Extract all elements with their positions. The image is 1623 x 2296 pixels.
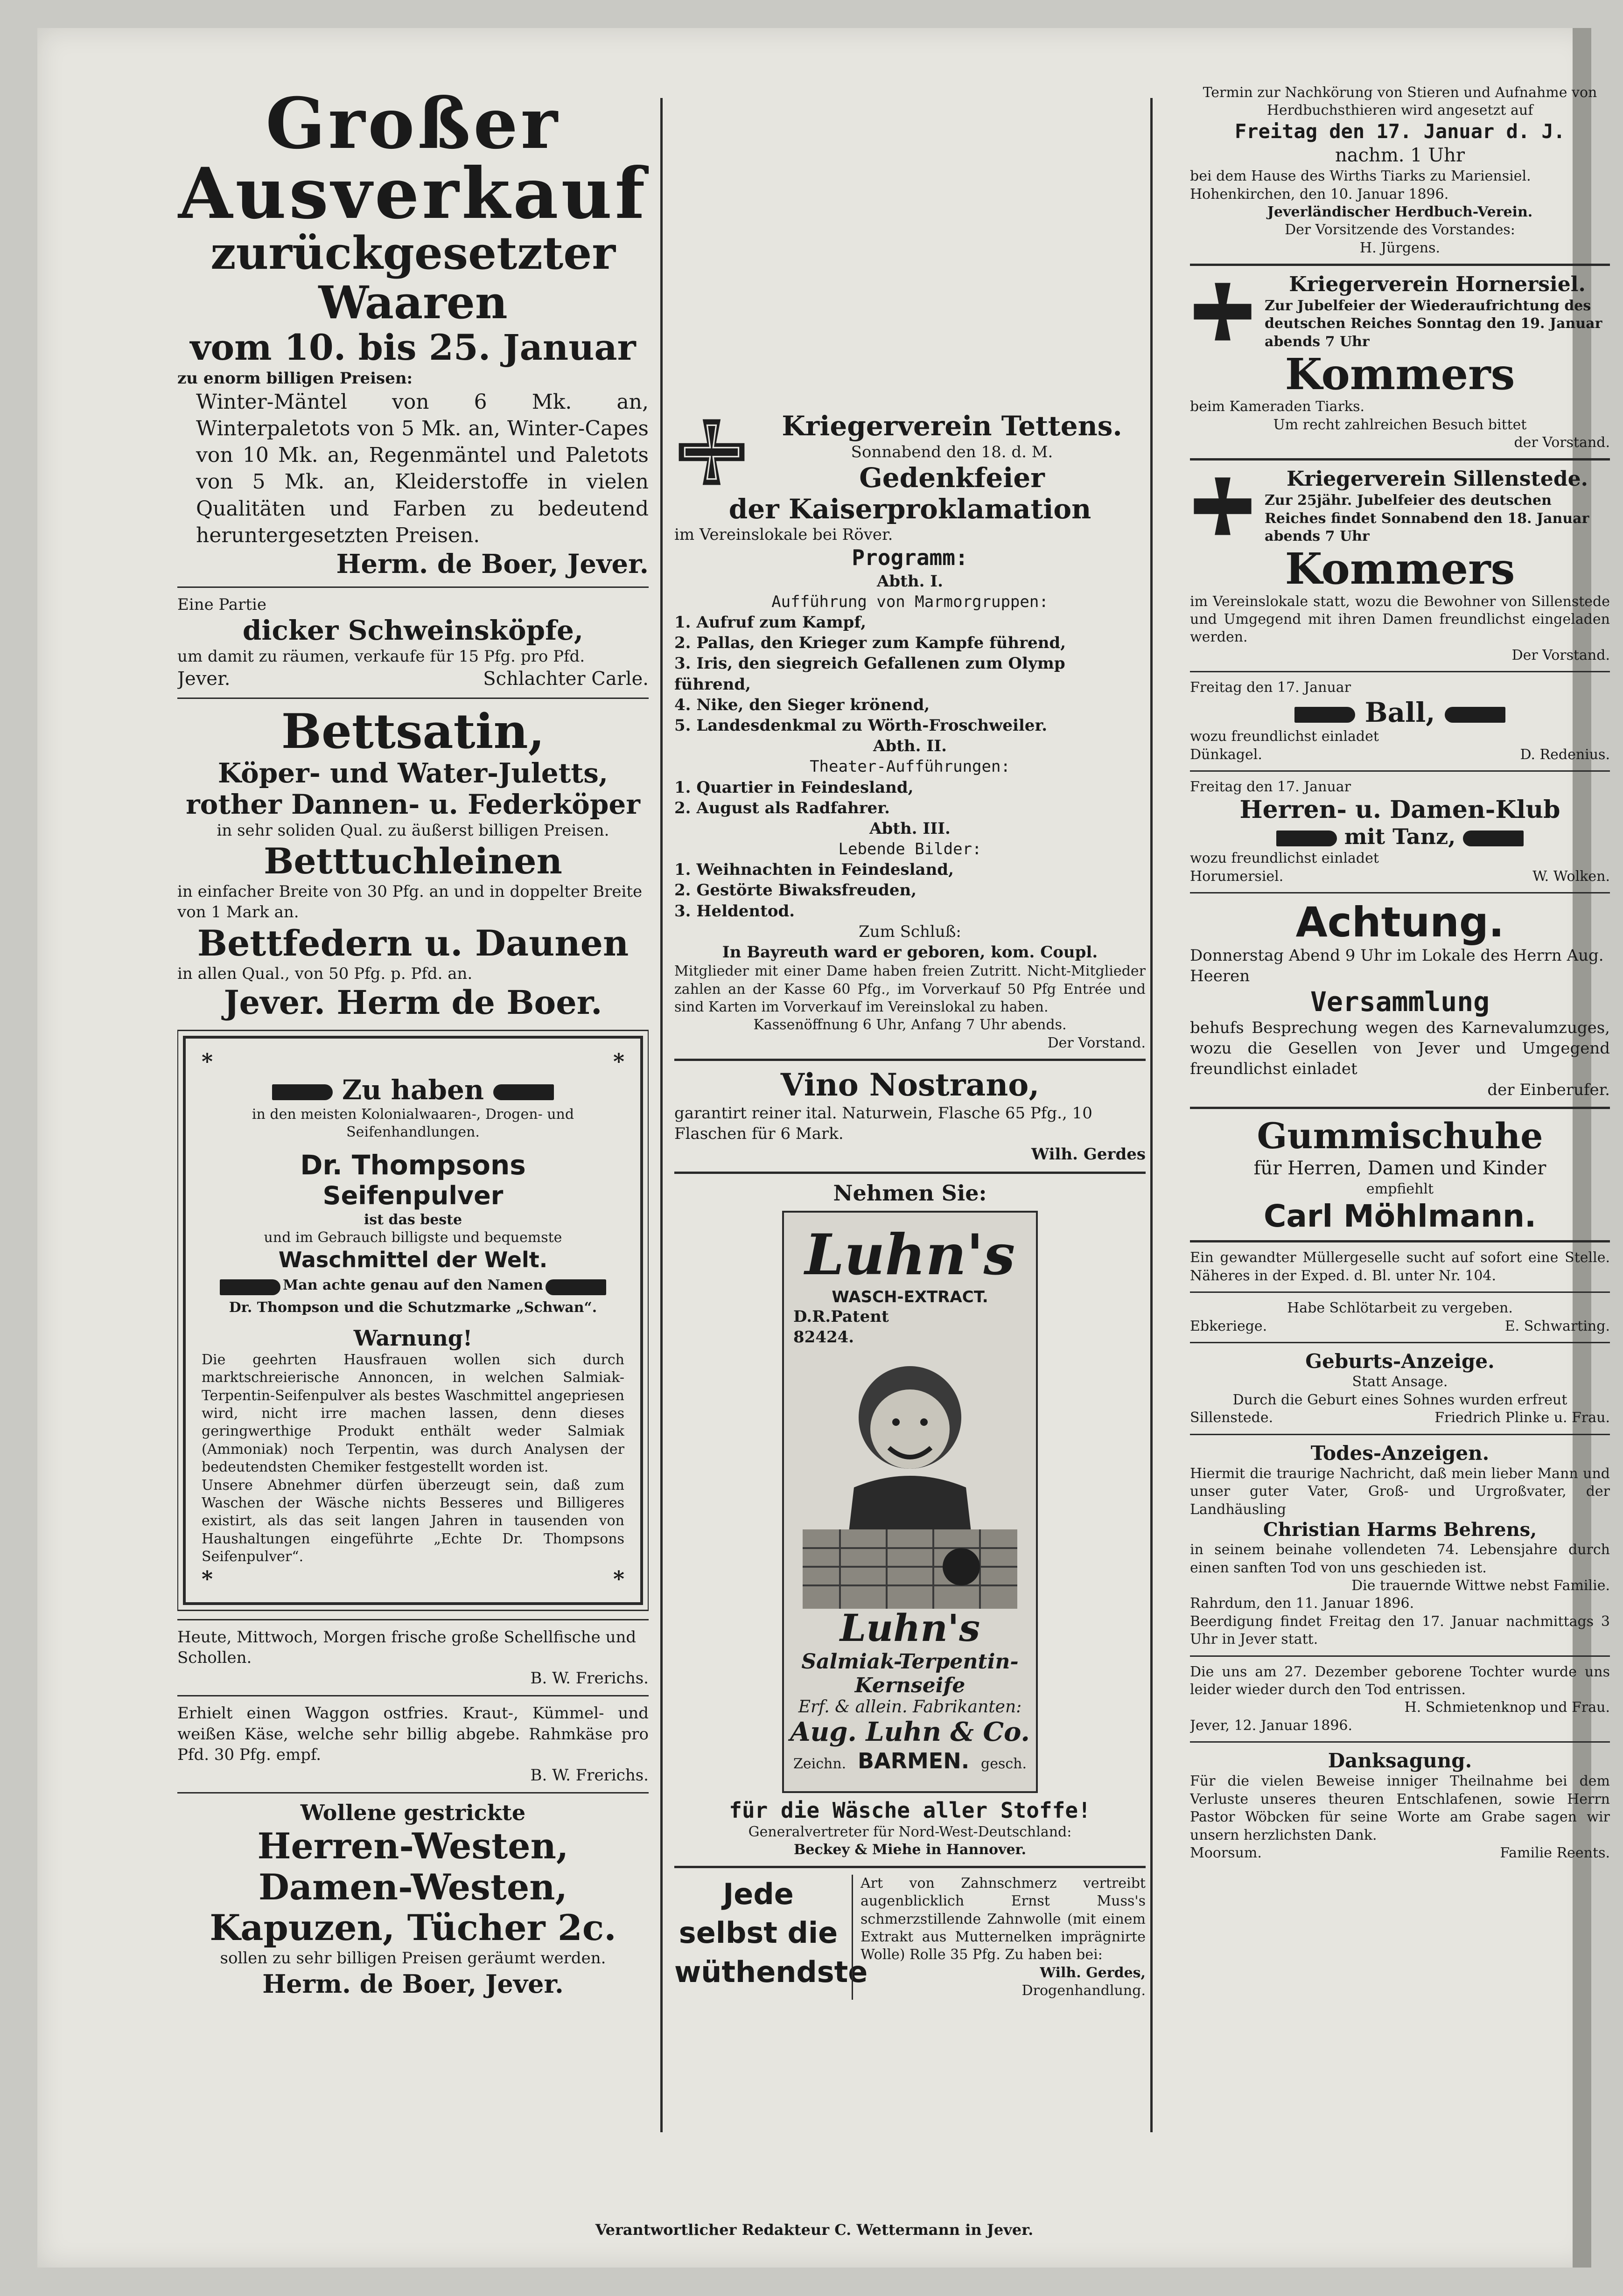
ad-line: wozu freundlichst einladet: [1190, 728, 1379, 745]
ad-body: Die geehrten Hausfrauen wollen sich durch marktschreierische Annoncen, in welchen Salmiak-Terpentin-Seifenpulver als bestes Waschmittel angepriesen wird, nicht irre machen lassen, denn dieses geringwerthige Produkt enthält weder Salmiak (Ammoniak) noch Terpentin, was durch Analysen der bedeutendsten Chemiker festgestellt worden ist.: [202, 1351, 624, 1476]
ad-heading: Seifenpulver: [322, 1181, 504, 1211]
ad-body: Winter-Mäntel von 6 Mk. an, Winterpaletots von 5 Mk. an, Winter-Capes von 10 Mk. an, Regenmäntel und Paletots von 5 Mk. an, Kleiderstoffe in vielen Qualitäten und Farben zu bedeutend heruntergesetzten Preisen.: [196, 390, 649, 547]
ad-line: für Herren, Damen und Kinder: [1253, 1158, 1546, 1179]
illustration-text: D.R.Patent 82424.: [793, 1307, 889, 1347]
ad-heading: Kapuzen, Tücher 2c.: [210, 1907, 616, 1949]
list-item: 4. Nike, den Sieger krönend,: [674, 695, 930, 714]
chimney-sweep-icon: [784, 1347, 1036, 1609]
ad-schlotarbeit: [1190, 1299, 1610, 1335]
ad-heading: Jede selbst die wüthendste: [674, 1877, 868, 1989]
ad-place: Dünkagel.: [1190, 746, 1262, 763]
illustration-text: gesch.: [980, 1756, 1027, 1773]
list-item: 2. Pallas, den Krieger zum Kampfe führend,: [674, 634, 1066, 653]
ad-line: Generalvertreter für Nord-West-Deutschland:: [748, 1823, 1072, 1840]
ad-line: bei dem Hause des Wirths Tiarks zu Mariensiel.: [1190, 168, 1531, 185]
ad-heading: dicker Schweinsköpfe,: [242, 614, 584, 647]
ad-place: Jever.: [177, 668, 231, 690]
ad-vino: [674, 1068, 1146, 1165]
ad-ball: [1190, 679, 1610, 764]
luhn-advert-illustration: [782, 1211, 1038, 1793]
ad-line: Der Vorsitzende des Vorstandes:: [1285, 222, 1515, 238]
ad-signature: Der Vorstand.: [1047, 1034, 1146, 1051]
illustration-text: Salmiak-Terpentin-Kernseife: [801, 1650, 1019, 1698]
imprint-footer: Verantwortlicher Redakteur C. Wettermann in Jever.: [595, 2221, 1034, 2239]
ad-body: Termin zur Nachkörung von Stieren und Aufnahme von Herdbuchsthieren wird angesetzt auf: [1203, 84, 1597, 119]
ad-signature: Wilh. Gerdes,: [1040, 1964, 1146, 1981]
pointing-hand-icon: [1463, 830, 1524, 846]
iron-cross-icon: [674, 415, 749, 489]
ad-heading: Gedenkfeier: [859, 461, 1045, 494]
ad-signature: Friedrich Plinke u. Frau.: [1434, 1410, 1610, 1426]
ad-subtitle: zurückgesetzter Waaren: [210, 227, 616, 329]
list-item: 5. Landesdenkmal zu Wörth-Froschweiler.: [674, 716, 1048, 735]
ad-schweinskoepfe: [177, 594, 649, 691]
pointing-hand-icon: [546, 1279, 606, 1295]
ad-heading: Kommers: [1285, 544, 1515, 594]
list-item: 2. August als Radfahrer.: [674, 798, 890, 817]
ad-danksagung: [1190, 1749, 1610, 1862]
ad-title: Großer Ausverkauf: [178, 89, 648, 235]
ad-heading: Kriegerverein Sillenstede.: [1287, 467, 1588, 491]
ad-heading: Ball,: [1364, 696, 1435, 728]
ad-line: beim Kameraden Tiarks.: [1190, 398, 1365, 415]
ad-line: Wollene gestrickte: [300, 1800, 526, 1826]
iron-cross-icon: [1190, 279, 1255, 344]
ad-body: Durch die Geburt eines Sohnes wurden erfreut: [1232, 1391, 1567, 1408]
ad-gummischuhe: [1190, 1116, 1610, 1234]
ad-line: Abth. II.: [873, 737, 947, 756]
ad-heading: Bettsatin,: [281, 704, 545, 760]
ad-line: In Bayreuth ward er geboren, kom. Coupl.: [722, 943, 1098, 962]
newspaper-page: [37, 28, 1610, 2268]
ad-sillenstede: [1190, 467, 1610, 664]
column-rule-right: [1150, 98, 1153, 2132]
ad-body: Hiermit die traurige Nachricht, daß mein lieber Mann und unser guter Vater, Groß- und Urgroßvater, der Landhäusling: [1190, 1465, 1610, 1518]
star-ornament: *: [613, 1048, 624, 1074]
ad-body: Unsere Abnehmer dürfen überzeugt sein, daß zum Waschen der Wäsche nichts Besseres und Billigeres existirt, als das seit langen Jahren in tausenden von Haushaltungen eingeführte „Echte Dr. Thompsons Seifenpulver“.: [202, 1477, 624, 1565]
ad-line: in einfacher Breite von 30 Pfg. an und in doppelter Breite von 1 Mark an.: [177, 882, 643, 922]
ad-line: Um recht zahlreichen Besuch bittet: [1273, 416, 1527, 433]
star-ornament: *: [202, 1048, 213, 1074]
ad-heading: rother Dannen- u. Federköper: [186, 789, 640, 821]
ad-line: Dr. Thompson und die Schutzmarke „Schwan“.: [229, 1299, 597, 1316]
ad-heading: Dr. Thompsons: [300, 1149, 526, 1181]
ad-heading: Gummischuhe: [1257, 1115, 1543, 1157]
ad-hornersiel: [1190, 272, 1610, 452]
ad-line: Lebende Bilder:: [838, 840, 982, 859]
illustration-text: Luhn's: [805, 1221, 1015, 1288]
ad-herdbuch: [1190, 84, 1610, 257]
ad-line: ist das beste: [364, 1211, 462, 1228]
pointing-hand-icon: [1294, 707, 1355, 723]
ad-line: und im Gebrauch billigste und bequemste: [264, 1229, 562, 1246]
pointing-hand-icon: [1276, 830, 1337, 846]
ad-heading: Todes-Anzeigen.: [1310, 1441, 1490, 1465]
ad-heading: Köper- und Water-Juletts,: [217, 757, 609, 789]
ad-zahnwolle: [674, 1875, 1146, 2000]
ad-signature: B. W. Frerichs.: [530, 1766, 649, 1785]
ad-line: Theater-Aufführungen:: [810, 757, 1010, 776]
list-item: 2. Gestörte Biwaksfreuden,: [674, 881, 917, 900]
column-middle: [674, 411, 1146, 2137]
ad-place: Sillenstede.: [1190, 1410, 1273, 1426]
list-item: 3. Heldentod.: [674, 901, 795, 921]
ad-body: garantirt reiner ital. Naturwein, Flasche 65 Pfg., 10 Flaschen für 6 Mark.: [674, 1104, 1092, 1144]
ad-heading: Christian Harms Behrens,: [1263, 1519, 1537, 1541]
ad-place: Ebkeriege.: [1190, 1318, 1267, 1334]
ad-body: Zur Jubelfeier der Wiederaufrichtung des deutschen Reiches Sonntag den 19. Januar abends 7 Uhr: [1265, 297, 1602, 350]
illustration-text: Luhn's: [839, 1606, 980, 1650]
ad-signature: Herm. de Boer, Jever.: [262, 1968, 564, 1999]
ad-line: Abth. I.: [877, 572, 943, 591]
ad-body: Die uns am 27. Dezember geborene Tochter wurde uns leider wieder durch den Tod entrissen.: [1190, 1663, 1610, 1698]
ad-line: Statt Ansage.: [1352, 1374, 1448, 1390]
pointing-hand-icon: [220, 1279, 280, 1295]
ad-fisch: [177, 1627, 649, 1689]
ad-line: Freitag den 17. Januar d. J.: [1234, 119, 1565, 143]
ad-kriegerverein-tettens: [674, 411, 1146, 1052]
ad-signature: H. Schmietenknop und Frau.: [1404, 1699, 1610, 1716]
ad-signature: Herm. de Boer, Jever.: [336, 548, 649, 579]
ad-body: in seinem beinahe vollendeten 74. Lebensjahre durch einen sanften Tod von uns geschieden ist.: [1190, 1542, 1610, 1576]
ad-place: Moorsum.: [1190, 1845, 1262, 1862]
ad-line: in den meisten Kolonialwaaren-, Drogen- und Seifenhandlungen.: [252, 1106, 574, 1140]
ad-line: um damit zu räumen, verkaufe für 15 Pfg. pro Pfd.: [177, 647, 585, 666]
ad-heading: der Kaiserproklamation: [728, 493, 1091, 525]
ad-signature: Familie Reents.: [1500, 1845, 1610, 1862]
ad-line: Aufführung von Marmorgruppen:: [771, 592, 1049, 611]
ad-line: in allen Qual., von 50 Pfg. p. Pfd. an.: [177, 964, 473, 984]
ad-body: Heute, Mittwoch, Morgen frische große Schellfische und Schollen.: [177, 1627, 637, 1667]
ad-heading: Vino Nostrano,: [780, 1067, 1040, 1103]
column-rule-left: [660, 98, 663, 2132]
ad-line: Freitag den 17. Januar: [1190, 679, 1351, 696]
illustration-text: Aug. Luhn & Co.: [790, 1717, 1030, 1748]
ad-line: Man achte genau auf den Namen: [283, 1277, 543, 1293]
ad-luhn: [674, 1180, 1146, 1859]
ad-heading: Programm:: [852, 545, 968, 571]
ad-line: Kassenöffnung 6 Uhr, Anfang 7 Uhr abends.: [753, 1017, 1067, 1033]
list-item: 1. Quartier in Feindesland,: [674, 778, 914, 797]
ad-signature: Jever. Herm de Boer.: [224, 983, 602, 1022]
ad-heading: Zu haben: [342, 1074, 484, 1106]
ad-line: Sonnabend den 18. d. M.: [851, 442, 1053, 461]
ad-heading: Kommers: [1285, 349, 1515, 400]
ad-line: Freitag den 17. Januar: [1190, 779, 1351, 796]
list-item: 3. Iris, den siegreich Gefallenen zum Olymp führend,: [674, 654, 1065, 694]
ad-kaese: [177, 1703, 649, 1786]
illustration-text: Erf. & allein. Fabrikanten:: [798, 1697, 1022, 1717]
ad-body: Erhielt einen Waggon ostfries. Kraut-, Kümmel- und weißen Käse, welche sehr billig abgebe. Rahmkäse pro Pfd. 30 Pfg. empf.: [177, 1704, 649, 1764]
ad-muellergeselle: Ein gewandter Müllergeselle sucht auf sofort eine Stelle. Näheres in der Exped. d. Bl. unter Nr. 104.: [1190, 1249, 1610, 1284]
star-ornament: *: [202, 1566, 213, 1591]
ad-thompson-frame: [183, 1036, 643, 1605]
ad-line: Beckey & Miehe in Hannover.: [793, 1842, 1027, 1858]
ad-heading: Nehmen Sie:: [833, 1180, 987, 1206]
ad-heading: Bettfedern u. Daunen: [197, 922, 629, 964]
ad-heading: Kriegerverein Hornersiel.: [1289, 272, 1586, 297]
ad-body: Art von Zahnschmerz vertreibt augenblicklich Ernst Muss's schmerzstillende Zahnwolle (mit einem Extrakt aus Mutternelken imprägnirte Wolle) Rolle 35 Pfg. Zu haben bei:: [860, 1875, 1146, 1963]
ad-line: Eine Partie: [177, 595, 267, 614]
ad-bettsatin: [177, 705, 649, 1022]
ad-westen: [177, 1800, 649, 1999]
ad-line: Abth. III.: [869, 819, 951, 838]
ad-body: im Vereinslokale statt, wozu die Bewohner von Sillenstede und Umgegend mit ihren Damen freundlichst eingeladen werden.: [1190, 593, 1610, 646]
ad-signature: der Vorstand.: [1514, 434, 1610, 451]
ad-body: Beerdigung findet Freitag den 17. Januar nachmittags 3 Uhr in Jever statt.: [1190, 1613, 1610, 1648]
ad-line: Jeverländischer Herdbuch-Verein.: [1267, 203, 1533, 220]
ad-ausverkauf: [177, 89, 649, 580]
ad-heading: Versammlung: [1310, 986, 1490, 1018]
ad-klub: [1190, 778, 1610, 886]
ad-heading: Kriegerverein Tettens.: [782, 411, 1122, 442]
ad-body: Für die vielen Beweise inniger Theilnahme bei dem Verluste unseres theuren Entschlafenen, sowie Herrn Pastor Wöbcken für seine Worte am Grabe sagen wir unsern herzlichsten Dank.: [1190, 1773, 1610, 1843]
ad-dates: vom 10. bis 25. Januar: [190, 327, 636, 369]
ad-heading: Waschmittel der Welt.: [278, 1247, 548, 1272]
ad-line: sollen zu sehr billigen Preisen geräumt werden.: [220, 1949, 606, 1968]
ad-achtung: [1190, 900, 1610, 1100]
column-left: [177, 89, 649, 2137]
ad-signature: D. Redenius.: [1520, 746, 1610, 763]
ad-heading: für die Wäsche aller Stoffe!: [729, 1797, 1091, 1823]
ad-heading: Danksagung.: [1328, 1749, 1472, 1773]
ad-signature: Drogenhandlung.: [1021, 1982, 1146, 1999]
ad-line: Jever, 12. Januar 1896.: [1190, 1717, 1353, 1734]
ad-heading: Herren-Westen,: [257, 1825, 569, 1867]
ad-heading: Herren- u. Damen-Klub: [1239, 796, 1560, 824]
ad-heading: Warnung!: [353, 1325, 473, 1351]
ad-body: Mitglieder mit einer Dame haben freien Zutritt. Nicht-Mitglieder zahlen an der Kasse 60 Pfg., im Vorverkauf 50 Pfg Entrée und sind Karten im Vorverkauf im Vereinslokal zu haben.: [674, 963, 1146, 1015]
ad-body: behufs Besprechung wegen des Karnevalumzuges, wozu die Gesellen von Jever und Umgegend freundlichst einladet: [1190, 1019, 1610, 1079]
ad-heading: Damen-Westen,: [258, 1866, 568, 1908]
ad-signature: Schlachter Carle.: [483, 668, 649, 690]
ad-signature: Wilh. Gerdes: [1031, 1145, 1146, 1164]
ad-geburt: [1190, 1350, 1610, 1427]
column-right: [1190, 84, 1610, 2137]
ad-line: nachm. 1 Uhr: [1335, 145, 1465, 167]
ad-line: wozu freundlichst einladet: [1190, 850, 1379, 867]
ad-line: Die trauernde Wittwe nebst Familie.: [1351, 1577, 1610, 1594]
list-item: 1. Weihnachten in Feindesland,: [674, 860, 954, 879]
pointing-hand-icon: [493, 1084, 554, 1100]
ad-body: Zur 25jähr. Jubelfeier des deutschen Reiches findet Sonnabend den 18. Januar abends 7 Uhr: [1265, 492, 1589, 545]
ad-signature: W. Wolken.: [1532, 868, 1610, 885]
ad-heading: Geburts-Anzeige.: [1305, 1350, 1495, 1373]
star-ornament: *: [613, 1566, 624, 1591]
ad-line: Zum Schluß:: [859, 922, 961, 941]
ad-intro: zu enorm billigen Preisen:: [177, 369, 413, 388]
list-item: 1. Aufruf zum Kampf,: [674, 613, 867, 632]
ad-signature: der Einberufer.: [1487, 1080, 1610, 1099]
ad-line: im Vereinslokale bei Röver.: [674, 525, 893, 544]
ad-line: Hohenkirchen, den 10. Januar 1896.: [1190, 186, 1449, 202]
pointing-hand-icon: [272, 1084, 333, 1100]
illustration-text: WASCH-EXTRACT.: [832, 1287, 988, 1306]
ad-line: Habe Schlötarbeit zu vergeben.: [1287, 1300, 1513, 1317]
ad-line: empfiehlt: [1366, 1181, 1434, 1198]
illustration-text: Zeichn.: [793, 1756, 846, 1773]
ad-todesanzeigen: [1190, 1442, 1610, 1735]
ad-signature: Der Vorstand.: [1511, 647, 1610, 663]
ad-place: Horumersiel.: [1190, 868, 1284, 885]
ad-signature: B. W. Frerichs.: [530, 1669, 649, 1688]
illustration-text: BARMEN.: [857, 1748, 970, 1774]
iron-cross-icon: [1190, 474, 1255, 539]
ad-signature: H. Jürgens.: [1359, 239, 1441, 256]
ad-line: Donnerstag Abend 9 Uhr im Lokale des Herrn Aug. Heeren: [1190, 946, 1604, 986]
pointing-hand-icon: [1445, 707, 1505, 723]
ad-heading: Achtung.: [1295, 898, 1504, 947]
ad-heading: Betttuchleinen: [264, 840, 562, 882]
ad-line: in sehr soliden Qual. zu äußerst billigen Preisen.: [217, 821, 609, 840]
ad-line: Rahrdum, den 11. Januar 1896.: [1190, 1595, 1414, 1612]
ad-heading: mit Tanz,: [1344, 824, 1456, 850]
ad-signature: E. Schwarting.: [1504, 1318, 1610, 1334]
ad-heading: Carl Möhlmann.: [1263, 1198, 1537, 1234]
